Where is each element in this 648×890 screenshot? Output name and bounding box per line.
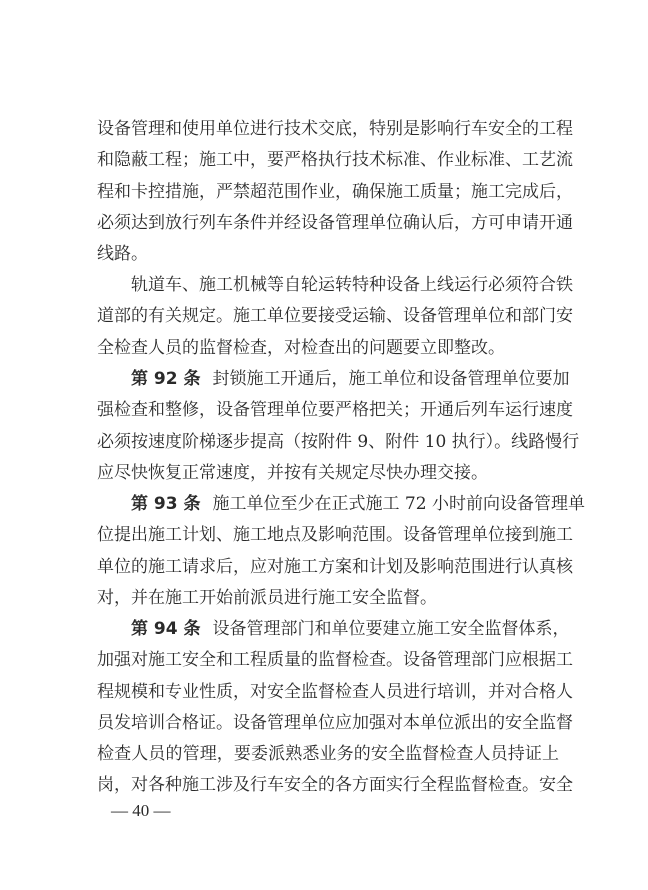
text-line: 检查人员的管理，要委派熟悉业务的安全监督检查人员持证上 [97, 744, 559, 764]
article-94-first-line [131, 618, 570, 640]
article-number: 第 92 条 [131, 369, 201, 389]
text-line: 必须达到放行列车条件并经设备管理单位确认后，方可申请开通 [97, 213, 573, 233]
text-line: 岗，对各种施工涉及行车安全的各方面实行全程监督检查。安全 [97, 775, 573, 795]
page-number: — 40 — [111, 801, 171, 820]
text-line: 位提出施工计划、施工地点及影响范围。设备管理单位接到施工 [97, 525, 573, 545]
text-line: 加强对施工安全和工程质量的监督检查。设备管理部门应根据工 [97, 650, 573, 670]
text-line: 员发培训合格证。设备管理单位应加强对本单位派出的安全监督 [97, 713, 573, 733]
text-line: 和隐蔽工程；施工中，要严格执行技术标准、作业标准、工艺流 [97, 150, 573, 170]
text-line: 设备管理和使用单位进行技术交底，特别是影响行车安全的工程 [97, 119, 573, 139]
text-line: 必须按速度阶梯逐步提高（按附件 9、附件 10 执行）。线路慢行 [97, 432, 580, 452]
text-segment: 施工单位至少在正式施工 72 小时前向设备管理单 [212, 494, 585, 514]
text-segment: 设备管理部门和单位要建立施工安全监督体系， [212, 619, 570, 639]
text-line: 程规模和专业性质，对安全监督检查人员进行培训，并对合格人 [97, 682, 573, 702]
text-line: 线路。 [97, 244, 148, 264]
text-line: 应尽快恢复正常速度，并按有关规定尽快办理交接。 [97, 463, 488, 483]
article-number: 第 94 条 [131, 619, 201, 639]
text-line: 强检查和整修，设备管理单位要严格把关；开通后列车运行速度 [97, 400, 573, 420]
text-line: 道部的有关规定。施工单位要接受运输、设备管理单位和部门安 [97, 306, 573, 326]
text-line: 对，并在施工开始前派员进行施工安全监督。 [97, 588, 437, 608]
text-line: 程和卡控措施，严禁超范围作业，确保施工质量；施工完成后， [97, 182, 573, 202]
text-segment: 封锁施工开通后，施工单位和设备管理单位要加 [212, 369, 570, 389]
article-92-first-line [131, 368, 570, 390]
text-line: 单位的施工请求后，应对施工方案和计划及影响范围进行认真核 [97, 557, 573, 577]
text-line: 轨道车、施工机械等自轮运转特种设备上线运行必须符合铁 [131, 275, 573, 295]
article-93-first-line [131, 493, 585, 515]
text-line: 全检查人员的监督检查，对检查出的问题要立即整改。 [97, 338, 505, 358]
article-number: 第 93 条 [131, 494, 201, 514]
